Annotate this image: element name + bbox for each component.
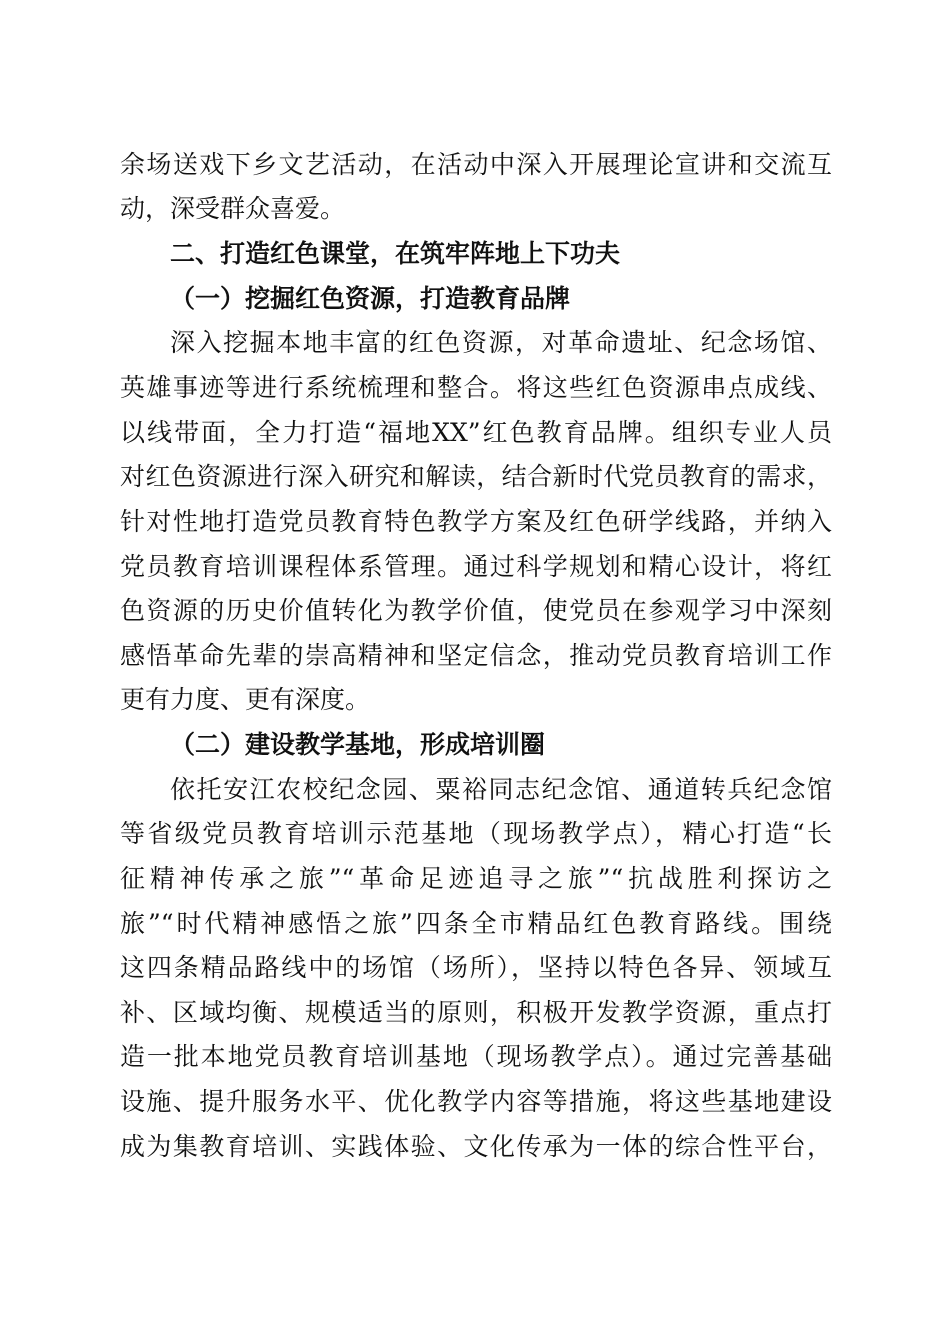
paragraph-line: 余场送戏下乡文艺活动，在活动中深入开展理论宣讲和交流互: [120, 150, 832, 179]
paragraph-line: 深入挖掘本地丰富的红色资源，对革命遗址、纪念场馆、: [170, 328, 832, 357]
paragraph-line: 对红色资源进行深入研究和解读，结合新时代党员教育的需求，: [120, 462, 832, 491]
paragraph-line: 英雄事迹等进行系统梳理和整合。将这些红色资源串点成线、: [120, 373, 832, 402]
subsection-heading: （一）挖掘红色资源，打造教育品牌: [170, 284, 571, 313]
paragraph-line: 色资源的历史价值转化为教学价值，使党员在参观学习中深刻: [120, 596, 832, 625]
paragraph-line: 旅”“时代精神感悟之旅”四条全市精品红色教育路线。围绕: [120, 909, 832, 938]
paragraph-line: 动，深受群众喜爱。: [120, 194, 346, 223]
paragraph-line: 感悟革命先辈的崇高精神和坚定信念，推动党员教育培训工作: [120, 641, 832, 670]
paragraph-line: 针对性地打造党员教育特色教学方案及红色研学线路，并纳入: [120, 507, 832, 536]
section-heading: 二、打造红色课堂，在筑牢阵地上下功夫: [170, 239, 621, 268]
paragraph-line: 党员教育培训课程体系管理。通过科学规划和精心设计，将红: [120, 552, 832, 581]
paragraph-line: 等省级党员教育培训示范基地（现场教学点），精心打造“长: [120, 819, 832, 848]
paragraph-line: 征精神传承之旅”“革命足迹追寻之旅”“抗战胜利探访之: [120, 864, 832, 893]
paragraph-line: 补、区域均衡、规模适当的原则，积极开发教学资源，重点打: [120, 998, 832, 1027]
paragraph-line: 成为集教育培训、实践体验、文化传承为一体的综合性平台，: [120, 1132, 832, 1161]
paragraph-line: 更有力度、更有深度。: [120, 685, 371, 714]
paragraph-line: 造一批本地党员教育培训基地（现场教学点）。通过完善基础: [120, 1042, 832, 1071]
paragraph-line: 设施、提升服务水平、优化教学内容等措施，将这些基地建设: [120, 1087, 832, 1116]
subsection-heading: （二）建设教学基地，形成培训圈: [170, 730, 546, 759]
paragraph-line: 以线带面，全力打造“福地XX”红色教育品牌。组织专业人员: [120, 418, 832, 447]
paragraph-line: 这四条精品路线中的场馆（场所），坚持以特色各异、领域互: [120, 953, 832, 982]
paragraph-line: 依托安江农校纪念园、粟裕同志纪念馆、通道转兵纪念馆: [170, 775, 832, 804]
